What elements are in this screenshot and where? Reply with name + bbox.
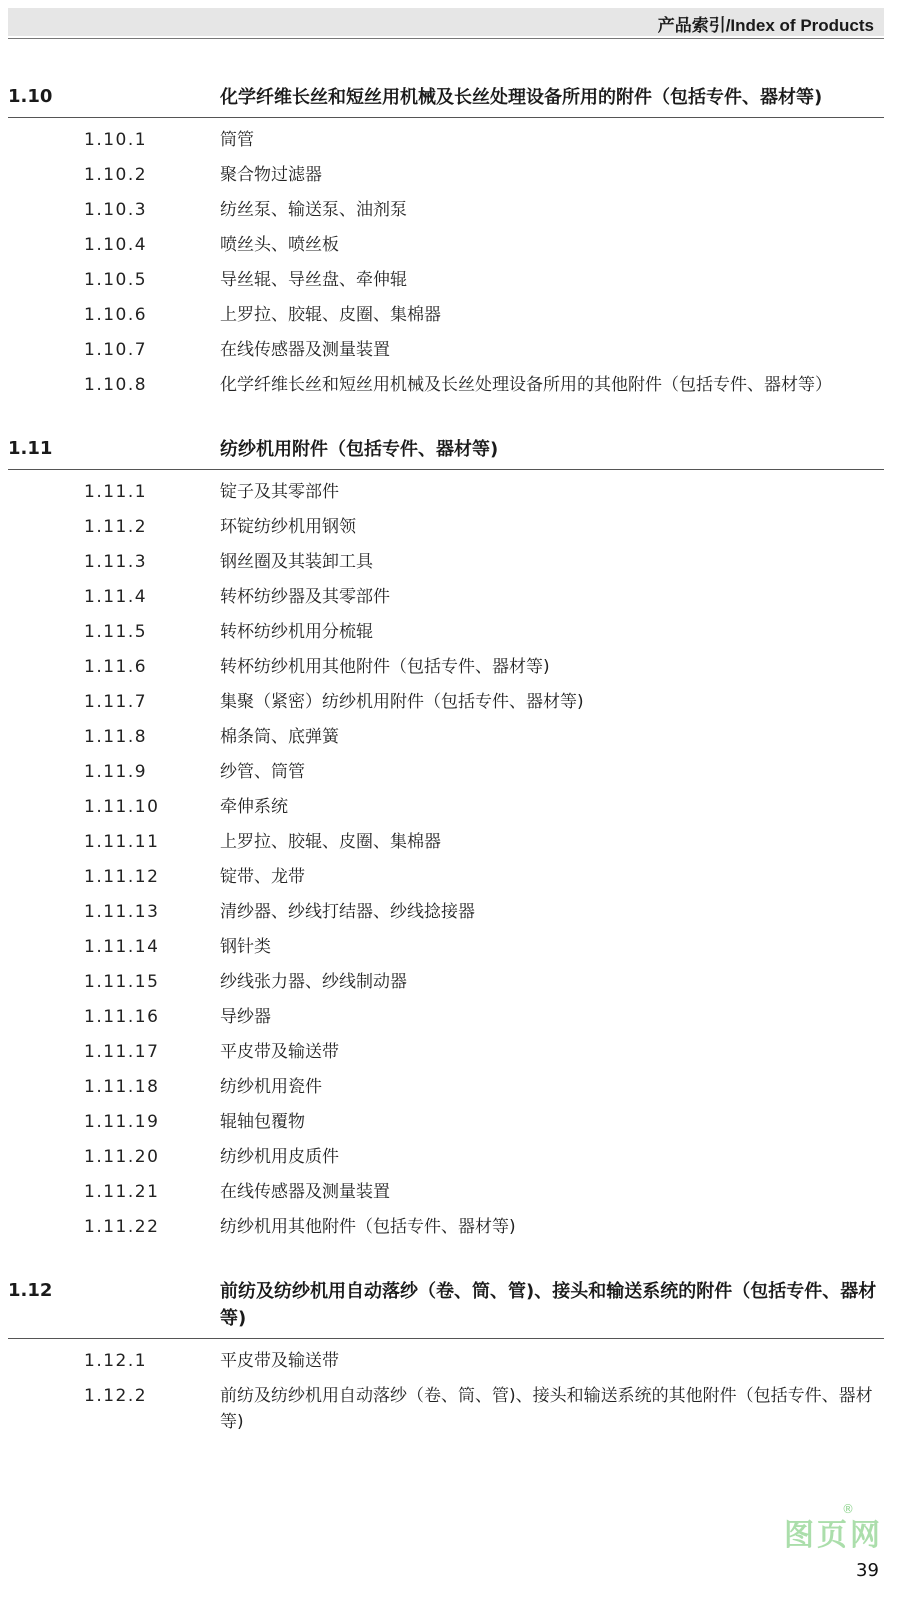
watermark-logo: 图页网 <box>784 1518 883 1553</box>
item-number: 1.10.2 <box>84 165 148 185</box>
index-section <box>8 1274 884 1439</box>
item-text: 上罗拉、胶辊、皮圈、集棉器 <box>220 832 441 852</box>
index-item <box>8 719 884 754</box>
item-text: 平皮带及输送带 <box>220 1351 339 1371</box>
section-title: 化学纤维长丝和短丝用机械及长丝处理设备所用的附件（包括专件、器材等) <box>220 87 823 108</box>
item-text: 上罗拉、胶辊、皮圈、集棉器 <box>220 305 441 325</box>
item-number: 1.12.1 <box>84 1351 148 1371</box>
item-text: 纺丝泵、输送泵、油剂泵 <box>220 200 407 220</box>
item-text: 纺纱机用皮质件 <box>220 1147 339 1167</box>
section-title: 前纺及纺纱机用自动落纱（卷、筒、管)、接头和输送系统的附件（包括专件、器材等) <box>220 1281 877 1329</box>
section-number: 1.12 <box>8 1280 53 1301</box>
item-number: 1.11.3 <box>84 552 148 572</box>
item-number: 1.11.12 <box>84 867 160 887</box>
item-number: 1.11.18 <box>84 1077 160 1097</box>
header-bar <box>8 8 884 36</box>
item-number: 1.11.2 <box>84 517 148 537</box>
item-number: 1.10.8 <box>84 375 148 395</box>
page-number: 39 <box>856 1560 879 1581</box>
index-section <box>8 80 884 402</box>
item-text: 前纺及纺纱机用自动落纱（卷、筒、管)、接头和输送系统的其他附件（包括专件、器材等) <box>220 1386 873 1432</box>
index-item <box>8 789 884 824</box>
item-text: 辊轴包覆物 <box>220 1112 305 1132</box>
item-text: 纱线张力器、纱线制动器 <box>220 972 407 992</box>
item-text: 纱管、筒管 <box>220 762 305 782</box>
index-item <box>8 544 884 579</box>
index-item <box>8 1174 884 1209</box>
index-item <box>8 192 884 227</box>
item-number: 1.10.4 <box>84 235 148 255</box>
index-item <box>8 1209 884 1244</box>
section-number: 1.11 <box>8 438 53 459</box>
item-text: 锭带、龙带 <box>220 867 305 887</box>
item-text: 聚合物过滤器 <box>220 165 322 185</box>
item-number: 1.10.7 <box>84 340 148 360</box>
index-item <box>8 859 884 894</box>
item-number: 1.11.7 <box>84 692 148 712</box>
item-text: 导纱器 <box>220 1007 271 1027</box>
item-text: 平皮带及输送带 <box>220 1042 339 1062</box>
item-number: 1.10.1 <box>84 130 148 150</box>
item-number: 1.11.21 <box>84 1182 160 1202</box>
index-item <box>8 1069 884 1104</box>
item-number: 1.11.22 <box>84 1217 160 1237</box>
index-item <box>8 894 884 929</box>
item-text: 纺纱机用其他附件（包括专件、器材等) <box>220 1217 516 1237</box>
item-number: 1.11.4 <box>84 587 148 607</box>
item-text: 锭子及其零部件 <box>220 482 339 502</box>
item-number: 1.12.2 <box>84 1386 148 1406</box>
index-item <box>8 157 884 192</box>
item-number: 1.11.16 <box>84 1007 160 1027</box>
item-number: 1.11.8 <box>84 727 148 747</box>
index-item <box>8 122 884 157</box>
index-item <box>8 509 884 544</box>
section-heading <box>8 80 884 118</box>
index-item <box>8 1343 884 1378</box>
index-item <box>8 262 884 297</box>
item-text: 牵伸系统 <box>220 797 288 817</box>
index-item <box>8 1034 884 1069</box>
index-item <box>8 1104 884 1139</box>
item-number: 1.11.20 <box>84 1147 160 1167</box>
index-item <box>8 824 884 859</box>
index-item <box>8 474 884 509</box>
item-text: 在线传感器及测量装置 <box>220 340 390 360</box>
item-text: 清纱器、纱线打结器、纱线捻接器 <box>220 902 475 922</box>
index-item <box>8 684 884 719</box>
item-text: 转杯纺纱机用分梳辊 <box>220 622 373 642</box>
header-divider <box>8 38 884 39</box>
item-text: 纺纱机用瓷件 <box>220 1077 322 1097</box>
index-item <box>8 754 884 789</box>
item-number: 1.11.5 <box>84 622 148 642</box>
section-heading <box>8 432 884 470</box>
item-text: 钢针类 <box>220 937 271 957</box>
item-number: 1.11.15 <box>84 972 160 992</box>
item-text: 在线传感器及测量装置 <box>220 1182 390 1202</box>
index-item <box>8 1378 884 1439</box>
item-number: 1.11.1 <box>84 482 148 502</box>
item-text: 导丝辊、导丝盘、牵伸辊 <box>220 270 407 290</box>
item-number: 1.11.10 <box>84 797 160 817</box>
index-section <box>8 432 884 1244</box>
item-number: 1.11.9 <box>84 762 148 782</box>
item-text: 转杯纺纱机用其他附件（包括专件、器材等) <box>220 657 550 677</box>
index-item <box>8 297 884 332</box>
item-number: 1.11.14 <box>84 937 160 957</box>
product-index <box>8 80 884 1469</box>
index-item <box>8 964 884 999</box>
page-header-title: 产品索引/Index of Products <box>657 16 874 35</box>
item-text: 集聚（紧密）纺纱机用附件（包括专件、器材等) <box>220 692 584 712</box>
item-number: 1.10.5 <box>84 270 148 290</box>
item-text: 转杯纺纱器及其零部件 <box>220 587 390 607</box>
index-item <box>8 614 884 649</box>
item-text: 化学纤维长丝和短丝用机械及长丝处理设备所用的其他附件（包括专件、器材等） <box>220 375 832 395</box>
section-heading <box>8 1274 884 1339</box>
index-item <box>8 332 884 367</box>
item-number: 1.11.13 <box>84 902 160 922</box>
index-item <box>8 999 884 1034</box>
section-number: 1.10 <box>8 86 53 107</box>
index-item <box>8 1139 884 1174</box>
index-item <box>8 227 884 262</box>
index-item <box>8 367 884 402</box>
item-text: 筒管 <box>220 130 254 150</box>
item-number: 1.11.6 <box>84 657 148 677</box>
watermark-registered-mark: ® <box>842 1502 854 1516</box>
item-text: 钢丝圈及其装卸工具 <box>220 552 373 572</box>
section-title: 纺纱机用附件（包括专件、器材等) <box>220 439 499 460</box>
item-text: 喷丝头、喷丝板 <box>220 235 339 255</box>
item-number: 1.10.3 <box>84 200 148 220</box>
index-item <box>8 649 884 684</box>
item-number: 1.10.6 <box>84 305 148 325</box>
item-text: 环锭纺纱机用钢领 <box>220 517 356 537</box>
item-number: 1.11.17 <box>84 1042 160 1062</box>
item-text: 棉条筒、底弹簧 <box>220 727 339 747</box>
item-number: 1.11.11 <box>84 832 160 852</box>
item-number: 1.11.19 <box>84 1112 160 1132</box>
index-item <box>8 579 884 614</box>
index-item <box>8 929 884 964</box>
